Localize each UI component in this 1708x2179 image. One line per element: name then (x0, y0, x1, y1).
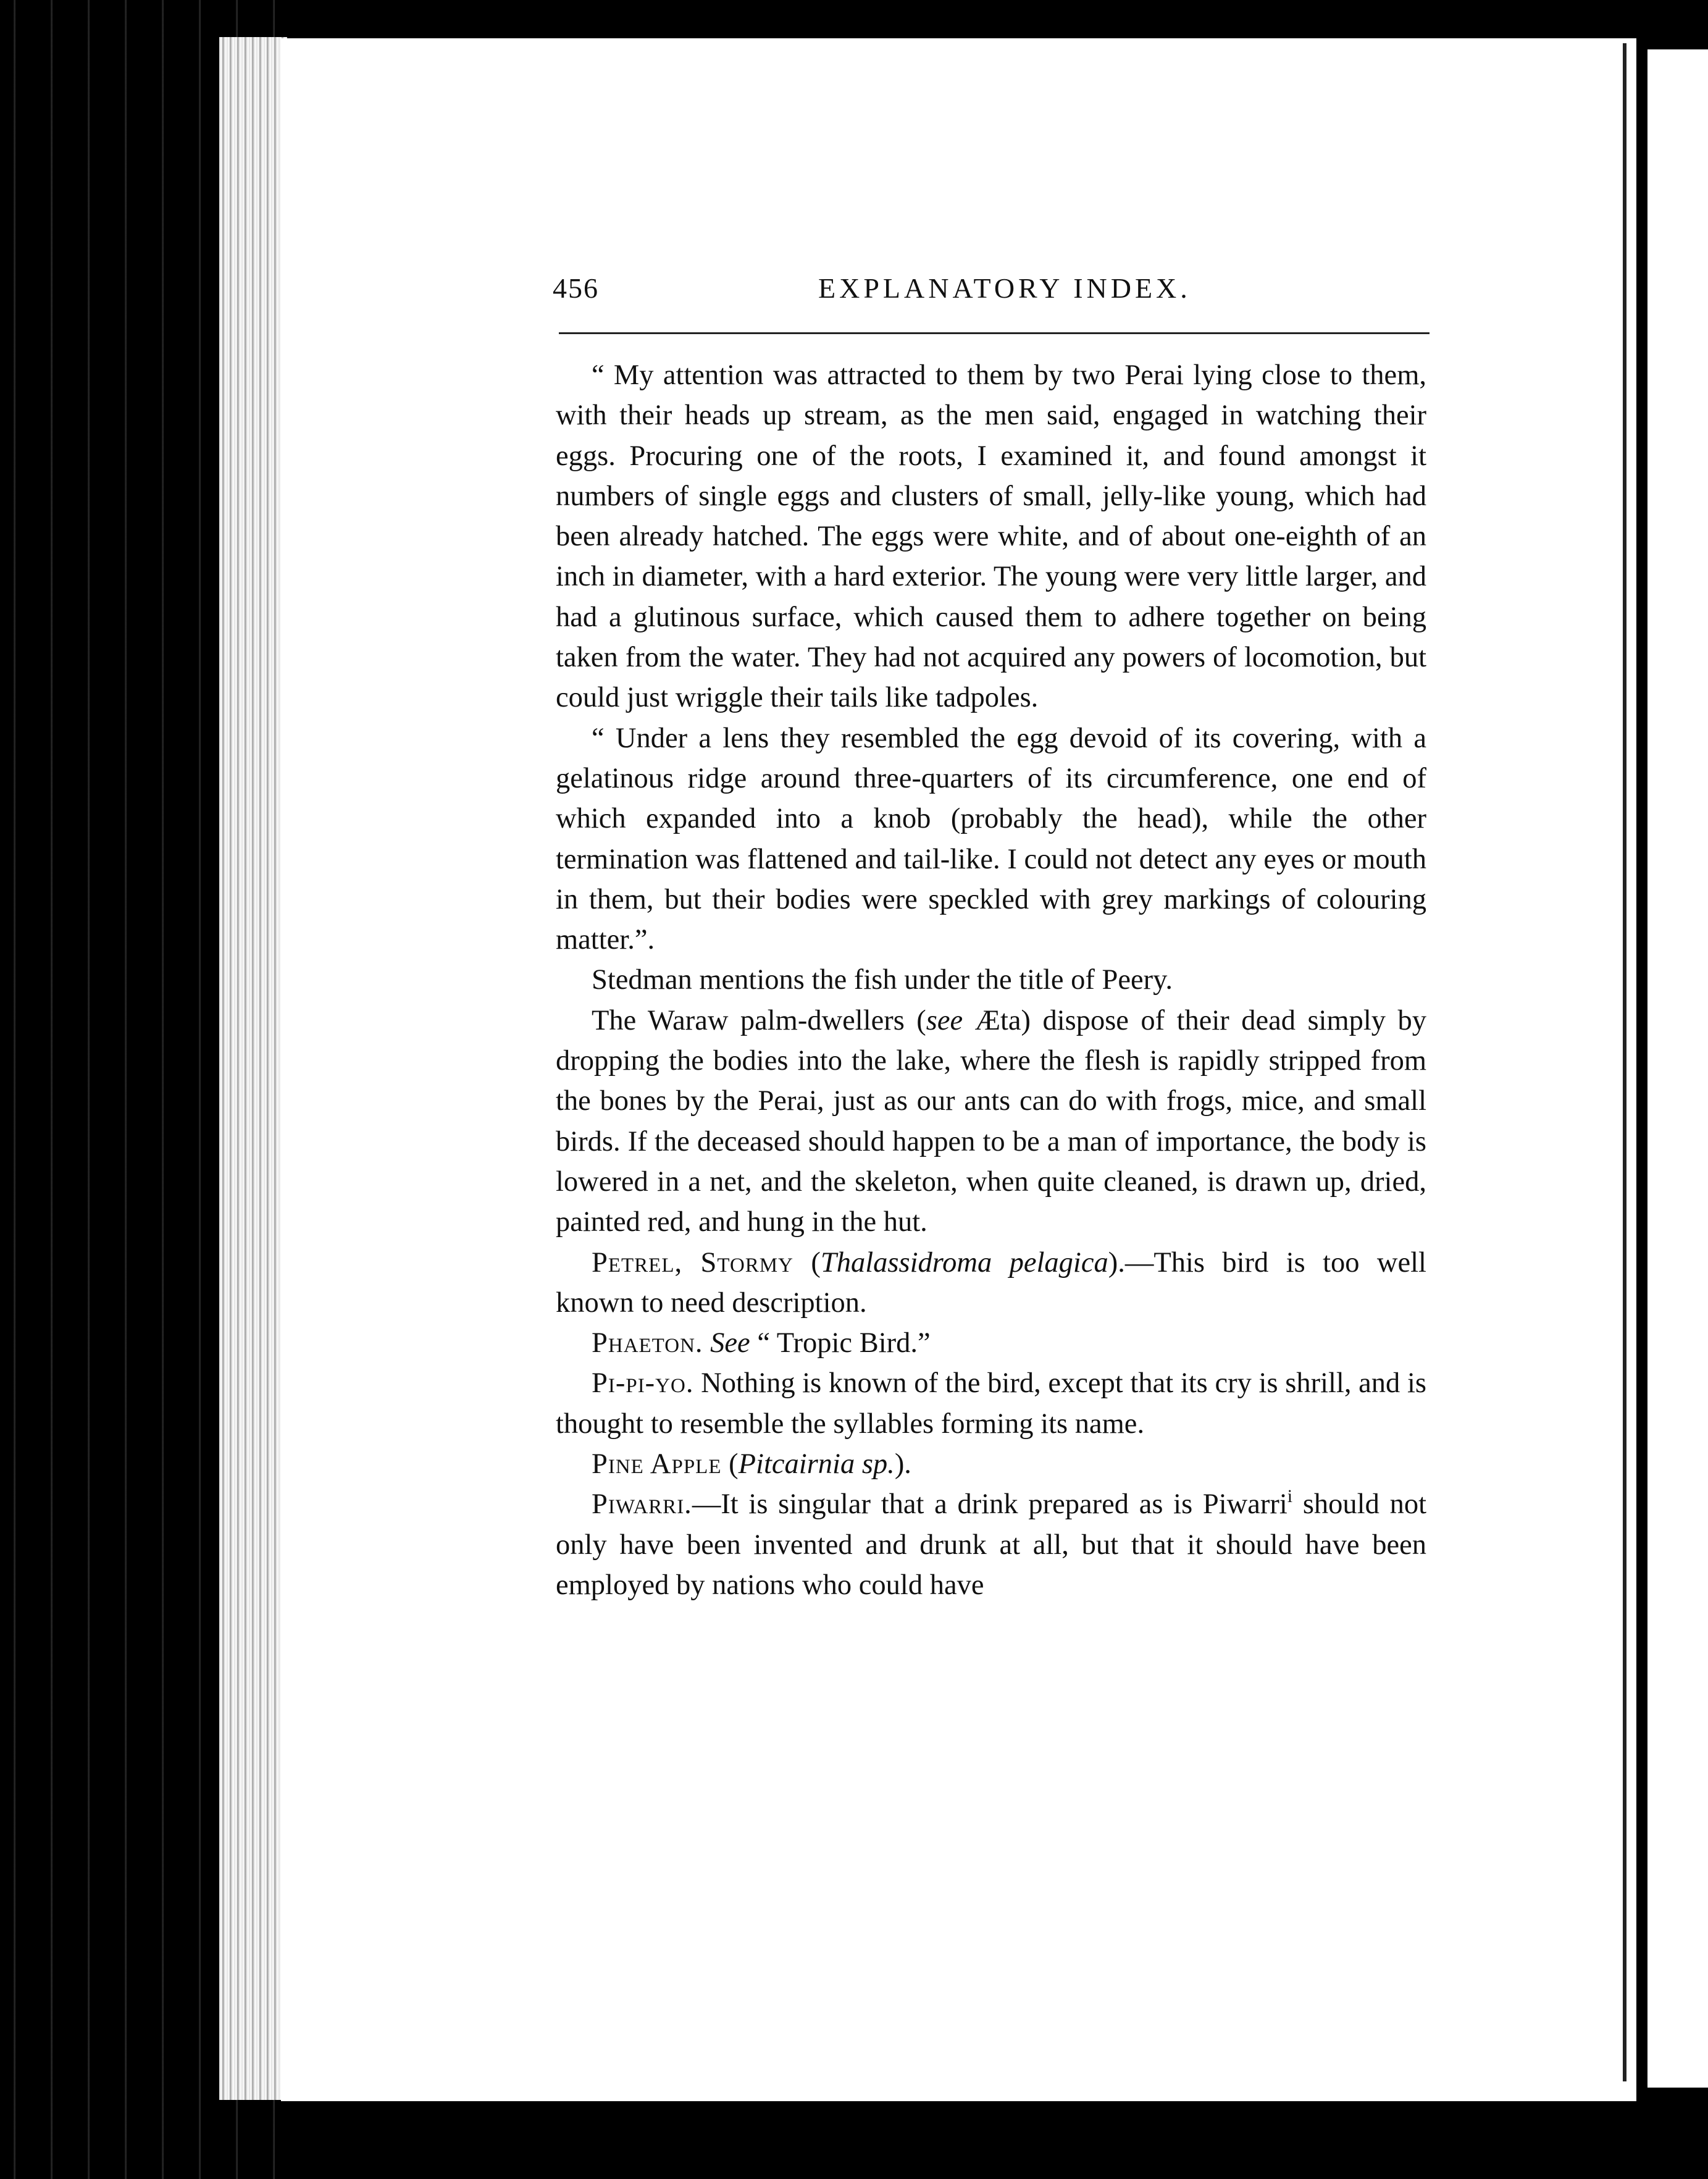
text-run: ). (894, 1448, 911, 1480)
text-run: ( (721, 1448, 739, 1480)
text-run: Nothing is known of the bird, except that its cry is shrill, and is thought to resemble the syllables forming its name. (556, 1367, 1426, 1440)
paragraph (556, 1001, 1426, 1243)
entry-heading: Piwarri. (592, 1488, 692, 1521)
text-run: ).—This bird is too well known to need description. (556, 1246, 1426, 1319)
entry-heading: Phaeton. (592, 1327, 703, 1359)
page-header (553, 272, 1430, 315)
page-edges (219, 37, 287, 2100)
entry-heading: Pine Apple (592, 1448, 722, 1480)
text-run: —It is singular that a drink prepared as is Piwarri (692, 1488, 1287, 1521)
text-run: should not only have been invented and drunk at all, but that it should have been employed by nations who could have (556, 1488, 1426, 1601)
index-entry (556, 1444, 1426, 1484)
paragraph: Stedman mentions the fish under the title of Peery. (592, 964, 1173, 996)
body-text (556, 355, 1426, 1605)
entry-heading: Pi-pi-yo. (592, 1367, 694, 1400)
italic-run: see (926, 1004, 963, 1036)
header-rule (559, 332, 1430, 334)
paragraph: “ Under a lens they resembled the egg devoid of its covering, with a gelatinous ridge around three-quarters of its circumference, one end of which expanded into a knob (probably the head), while the other termination was flattened and tail-like. I could not detect any eyes or mouth in them, but their bodies were speckled with grey markings of colouring matter.”. (556, 722, 1426, 956)
paragraph: “ My attention was attracted to them by two Perai lying close to them, with their heads up stream, as the men said, engaged in watching their eggs. Procuring one of the roots, I examined it, and found amongst it numbers of single eggs and clusters of small, jelly-like young, which had been already hatched. The eggs were white, and of about one-eighth of an inch in diameter, with a hard exterior. The young were very little larger, and had a glutinous surface, which caused them to adhere together on being taken from the water. They had not acquired any powers of locomotion, but could just wriggle their tails like tadpoles. (556, 359, 1426, 714)
index-entry (556, 1323, 1426, 1363)
latin-name: Pitcairnia sp. (738, 1448, 895, 1480)
text-run: Æta) dispose of their dead simply by dropping the bodies into the lake, where the flesh is rapidly stripped from the bones by the Perai, just as our ants can do with frogs, mice, and small birds. If the deceased should happen to be a man of importance, the body is lowered in a net, and the skeleton, when quite cleaned, is drawn up, dried, painted red, and hung in the hut. (556, 1004, 1427, 1238)
index-entry (556, 1243, 1426, 1324)
text-run: The Waraw palm-dwellers ( (592, 1004, 926, 1036)
next-page-sliver (1647, 49, 1708, 2088)
latin-name: Thalassidroma pelagica (820, 1246, 1108, 1278)
superscript: i (1287, 1486, 1293, 1507)
text-run: ( (793, 1246, 821, 1278)
italic-run: See (710, 1327, 750, 1359)
entry-heading: Petrel, Stormy (592, 1246, 793, 1278)
running-title: EXPLANATORY INDEX. (818, 272, 1191, 304)
page-number: 456 (553, 272, 599, 304)
index-entry (556, 1484, 1426, 1605)
page-fold-line (1623, 43, 1626, 2081)
index-entry (556, 1363, 1426, 1444)
text-run: “ Tropic Bird.” (750, 1327, 931, 1359)
